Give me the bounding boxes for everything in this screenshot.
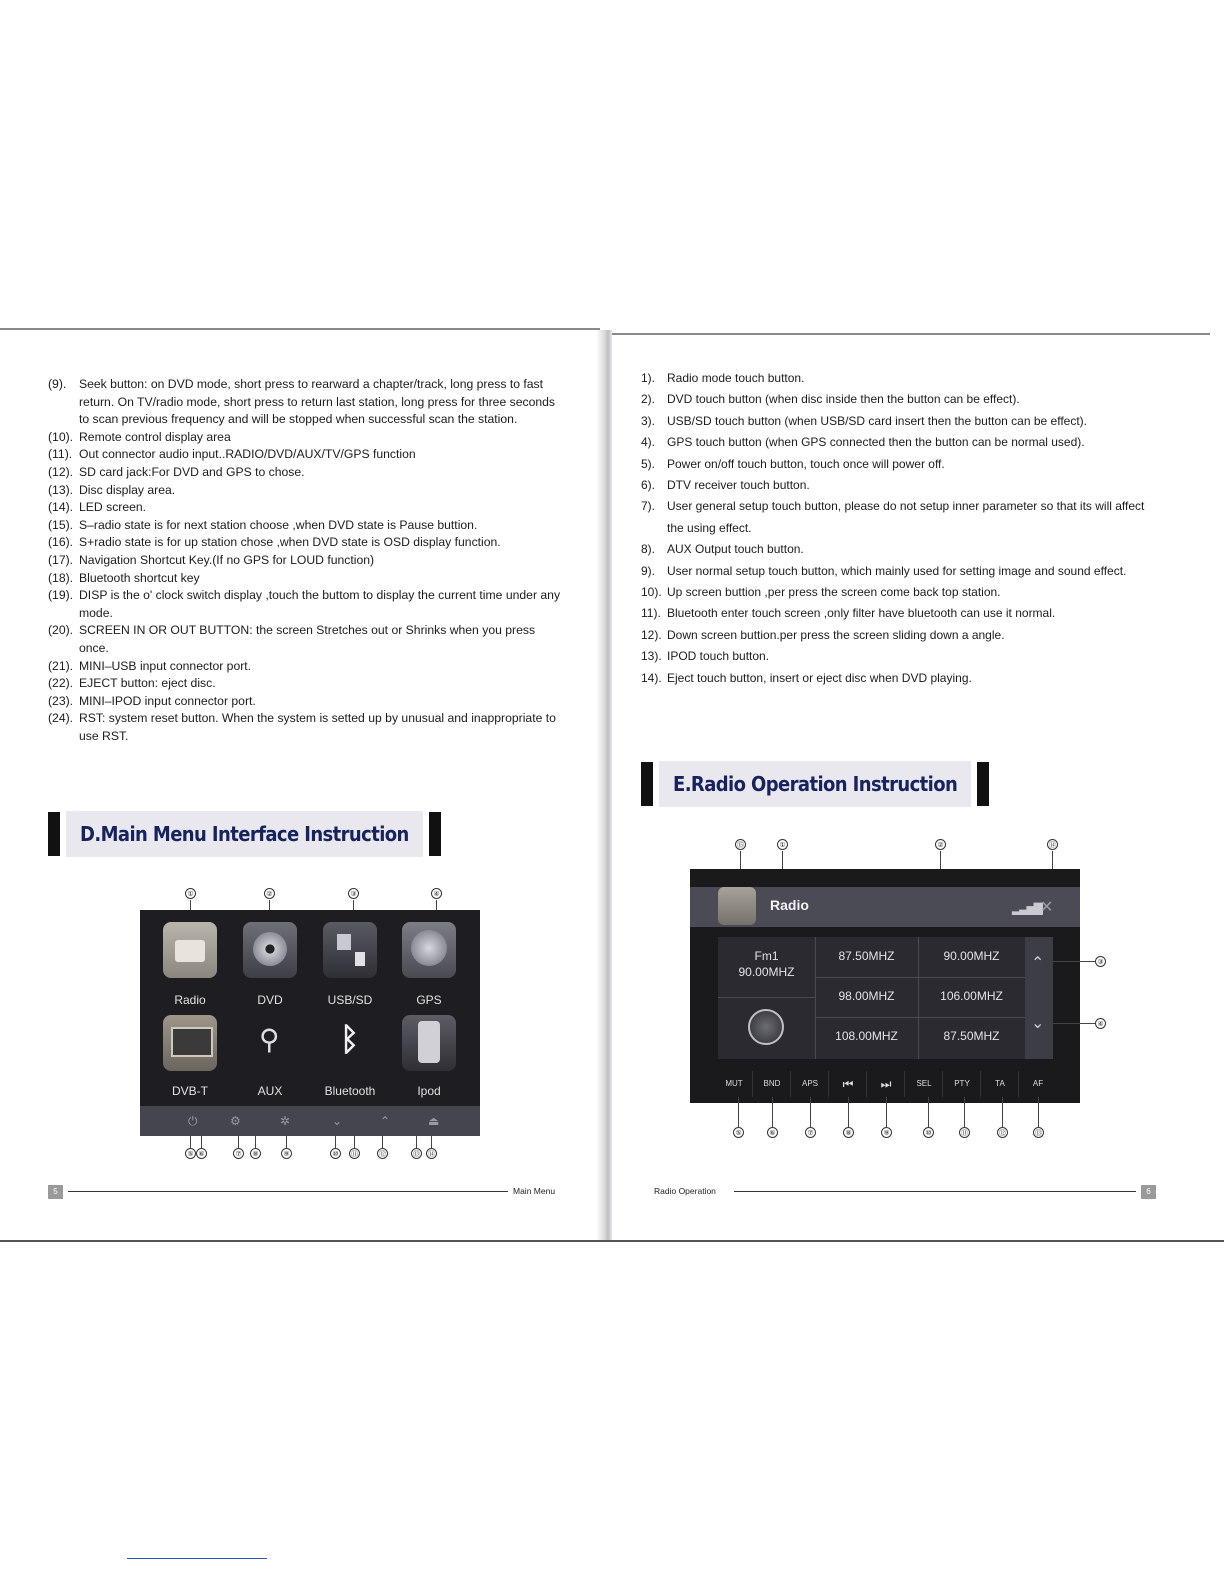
main-menu-bottom-bar <box>140 1106 480 1136</box>
preset-button[interactable]: 106.00MHZ <box>940 989 1003 1003</box>
list-item: (23). MINI–IPOD input connector port. <box>48 693 256 708</box>
list-item: (18). Bluetooth shortcut key <box>48 570 200 585</box>
tv-icon <box>171 1027 213 1057</box>
callout: ⑪ <box>349 1148 360 1159</box>
tile-label-usb-sd: USB/SD <box>327 993 373 1007</box>
list-item: (16). S+radio state is for up station chose ,when DVD state is OSD display function. <box>48 535 501 550</box>
callout: ⑭ <box>426 1148 437 1159</box>
chevron-down-icon[interactable]: ⌄ <box>1031 1015 1045 1032</box>
list-item: (20). SCREEN IN OR OUT BUTTON: the screen Stretches out or Shrinks when you press once. <box>48 623 536 655</box>
mut-button[interactable]: MUT <box>716 1071 753 1097</box>
footer-rule-left <box>68 1191 508 1192</box>
eject-icon[interactable]: ⏏ <box>428 1114 440 1128</box>
main-menu-screen <box>140 910 480 1136</box>
next-button[interactable]: ⏭ <box>868 1071 905 1097</box>
heading-bar-right <box>977 762 989 806</box>
list-item: 11). Bluetooth enter touch screen ,only filter have bluetooth can use it normal. <box>641 606 1056 621</box>
ipod-tile-icon[interactable] <box>402 1015 456 1071</box>
globe-icon <box>411 930 447 966</box>
aux-tile-icon[interactable] <box>243 1015 297 1071</box>
callout: ④ <box>1095 1018 1106 1029</box>
callout: ⑧ <box>843 1127 854 1138</box>
list-item: (9). Seek button: on DVD mode, short press to rearward a chapter/track, long press to fast return. On TV/radio mode, short press to return last station, long press for three seconds to scan previous frequency and will be stopped when successful scan the station. <box>48 377 555 427</box>
list-item: (11). Out connector audio input..RADIO/DVD/AUX/TV/GPS function <box>48 447 416 462</box>
tile-label-bluetooth: Bluetooth <box>324 1084 376 1098</box>
left-instruction-list <box>48 376 568 745</box>
list-item: (22). EJECT button: eject disc. <box>48 676 216 691</box>
radio-icon[interactable] <box>718 887 756 925</box>
radio-title: Radio <box>770 897 809 913</box>
radio-tile-icon[interactable] <box>163 922 217 978</box>
volume-knob-icon[interactable] <box>748 1009 784 1045</box>
callout: ④ <box>431 888 442 899</box>
list-item: (12). SD card jack:For DVD and GPS to chose. <box>48 464 305 479</box>
callout: ⑤ <box>733 1127 744 1138</box>
list-item: (15). S–radio state is for next station choose ,when DVD state is Pause buttion. <box>48 517 478 532</box>
underline-mark <box>127 1558 267 1559</box>
prev-button[interactable]: ⏮ <box>830 1071 867 1097</box>
preset-button[interactable]: 87.50MHZ <box>838 949 895 963</box>
chevron-up-icon[interactable]: ⌃ <box>380 1114 391 1128</box>
preset-button[interactable]: 87.50MHZ <box>943 1029 1000 1043</box>
footer-label-right: Radio Operation <box>654 1186 716 1196</box>
callout: ⑭ <box>1047 839 1058 850</box>
list-item: 10). Up screen buttion ,per press the screen come back top station. <box>641 585 1001 600</box>
callout: ③ <box>1095 956 1106 967</box>
callout: ② <box>264 888 275 899</box>
preset-button[interactable]: 98.00MHZ <box>838 989 895 1003</box>
tile-label-ipod: Ipod <box>417 1084 441 1098</box>
callout: ⑨ <box>281 1148 292 1159</box>
list-item: 2). DVD touch button (when disc inside then the button can be effect). <box>641 392 1020 407</box>
tile-label-dvb-t: DVB-T <box>172 1084 208 1098</box>
heading-title: D.Main Menu Interface Instruction <box>66 811 423 857</box>
dvd-tile-icon[interactable] <box>243 922 297 978</box>
radio-button-row <box>716 1071 1056 1097</box>
list-item: (13). Disc display area. <box>48 482 176 497</box>
aps-button[interactable]: APS <box>792 1071 829 1097</box>
callout: ⑪ <box>959 1127 970 1138</box>
top-edge-right <box>606 333 1210 335</box>
callout: ⑦ <box>233 1148 244 1159</box>
heading-title: E.Radio Operation Instruction <box>659 761 971 807</box>
pty-button[interactable]: PTY <box>944 1071 981 1097</box>
bottom-edge <box>0 1240 1224 1242</box>
scroll-column <box>1025 937 1053 1059</box>
callout: ⑩ <box>923 1127 934 1138</box>
dvb-t-tile-icon[interactable] <box>163 1015 217 1071</box>
heading-bar-right <box>429 812 441 856</box>
tile-label-aux: AUX <box>257 1084 283 1098</box>
callout: ⑮ <box>735 839 746 850</box>
callout: ⑧ <box>250 1148 261 1159</box>
radio-icon <box>175 940 205 962</box>
list-item: (14). LED screen. <box>48 500 147 515</box>
settings-icon[interactable]: ✲ <box>280 1114 291 1128</box>
ipod-icon <box>418 1021 440 1063</box>
band-label: Fm1 <box>754 949 779 963</box>
top-edge-left <box>0 328 600 330</box>
list-item: 3). USB/SD touch button (when USB/SD card insert then the button can be effect). <box>641 413 1088 428</box>
radio-screen <box>690 869 1080 1103</box>
disc-icon <box>253 932 287 966</box>
list-item: (10). Remote control display area <box>48 429 231 444</box>
usb-icon <box>337 934 351 950</box>
callout: ⑬ <box>411 1148 422 1159</box>
page-number-left: 5 <box>48 1185 63 1199</box>
callout: ⑤ <box>185 1148 196 1159</box>
ta-button[interactable]: TA <box>982 1071 1019 1097</box>
power-icon[interactable]: ⏻ <box>188 1114 198 1128</box>
tile-label-gps: GPS <box>416 993 442 1007</box>
chevron-down-icon[interactable]: ⌄ <box>332 1114 343 1128</box>
callout: ⑫ <box>377 1148 388 1159</box>
sd-card-icon <box>355 952 365 966</box>
heading-bar-left <box>641 762 653 806</box>
callout: ③ <box>348 888 359 899</box>
list-item: 12). Down screen buttion.per press the screen sliding down a angle. <box>641 627 1005 642</box>
list-item: 13). IPOD touch button. <box>641 649 770 664</box>
list-item: 6). DTV receiver touch button. <box>641 478 810 493</box>
callout: ⑬ <box>1033 1127 1044 1138</box>
af-button[interactable]: AF <box>1032 1079 1044 1088</box>
close-icon[interactable]: ✕ <box>1040 899 1054 916</box>
preset-button[interactable]: 108.00MHZ <box>835 1029 898 1043</box>
list-item: (17). Navigation Shortcut Key.(If no GPS for LOUD function) <box>48 552 375 567</box>
callout: ⑫ <box>997 1127 1008 1138</box>
right-instruction-list <box>641 368 1161 689</box>
callout: ① <box>185 888 196 899</box>
setup-icon[interactable]: ⚙ <box>230 1114 241 1128</box>
section-heading-main-menu <box>48 812 441 856</box>
section-heading-radio <box>641 762 989 806</box>
callout: ⑨ <box>881 1127 892 1138</box>
footer-rule-right <box>734 1191 1136 1192</box>
callout: ⑩ <box>330 1148 341 1159</box>
chevron-up-icon[interactable]: ⌃ <box>1031 955 1045 972</box>
tile-label-dvd: DVD <box>257 993 283 1007</box>
radio-title-bar <box>690 887 1080 927</box>
heading-bar-left <box>48 812 60 856</box>
bnd-button[interactable]: BND <box>754 1071 791 1097</box>
list-item: (19). DISP is the o' clock switch display ,touch the buttom to display the current time under any mode. <box>48 588 561 620</box>
footer-label-left: Main Menu <box>513 1186 556 1196</box>
preset-button[interactable]: 90.00MHZ <box>943 949 1000 963</box>
aux-icon: ⚲ <box>259 1024 280 1055</box>
list-item: 5). Power on/off touch button, touch once will power off. <box>641 456 945 471</box>
list-item: 4). GPS touch button (when GPS connected then the button can be normal used). <box>641 435 1085 450</box>
sel-button[interactable]: SEL <box>906 1071 943 1097</box>
callout: ① <box>777 839 788 850</box>
list-item: (21). MINI–USB input connector port. <box>48 658 252 673</box>
callout: ⑦ <box>805 1127 816 1138</box>
current-frequency: 90.00MHZ <box>738 965 795 979</box>
list-item: 8). AUX Output touch button. <box>641 542 804 557</box>
page-number-right: 6 <box>1141 1185 1156 1199</box>
list-item: (24). RST: system reset button. When the system is setted up by unusual and inappropriate to use RST. <box>48 711 556 743</box>
frequency-grid <box>718 937 1025 1059</box>
list-item: 7). User general setup touch button, please do not setup inner parameter so that its will affect the using effect. <box>641 499 1145 535</box>
gps-tile-icon[interactable] <box>402 922 456 978</box>
callout: ② <box>935 839 946 850</box>
list-item: 14). Eject touch button, insert or eject disc when DVD playing. <box>641 670 972 685</box>
tile-label-radio: Radio <box>174 993 206 1007</box>
usb-sd-tile-icon[interactable] <box>323 922 377 978</box>
bluetooth-icon: ᛒ <box>340 1021 360 1057</box>
list-item: 1). Radio mode touch button. <box>641 371 805 385</box>
bluetooth-tile-icon[interactable] <box>323 1015 377 1071</box>
signal-icon: ▂▃▅▇ <box>1012 901 1041 915</box>
binding-gutter <box>596 330 612 1242</box>
callout: ⑥ <box>196 1148 207 1159</box>
list-item: 9). User normal setup touch button, which mainly used for setting image and sound effect. <box>641 563 1127 578</box>
callout: ⑥ <box>767 1127 778 1138</box>
